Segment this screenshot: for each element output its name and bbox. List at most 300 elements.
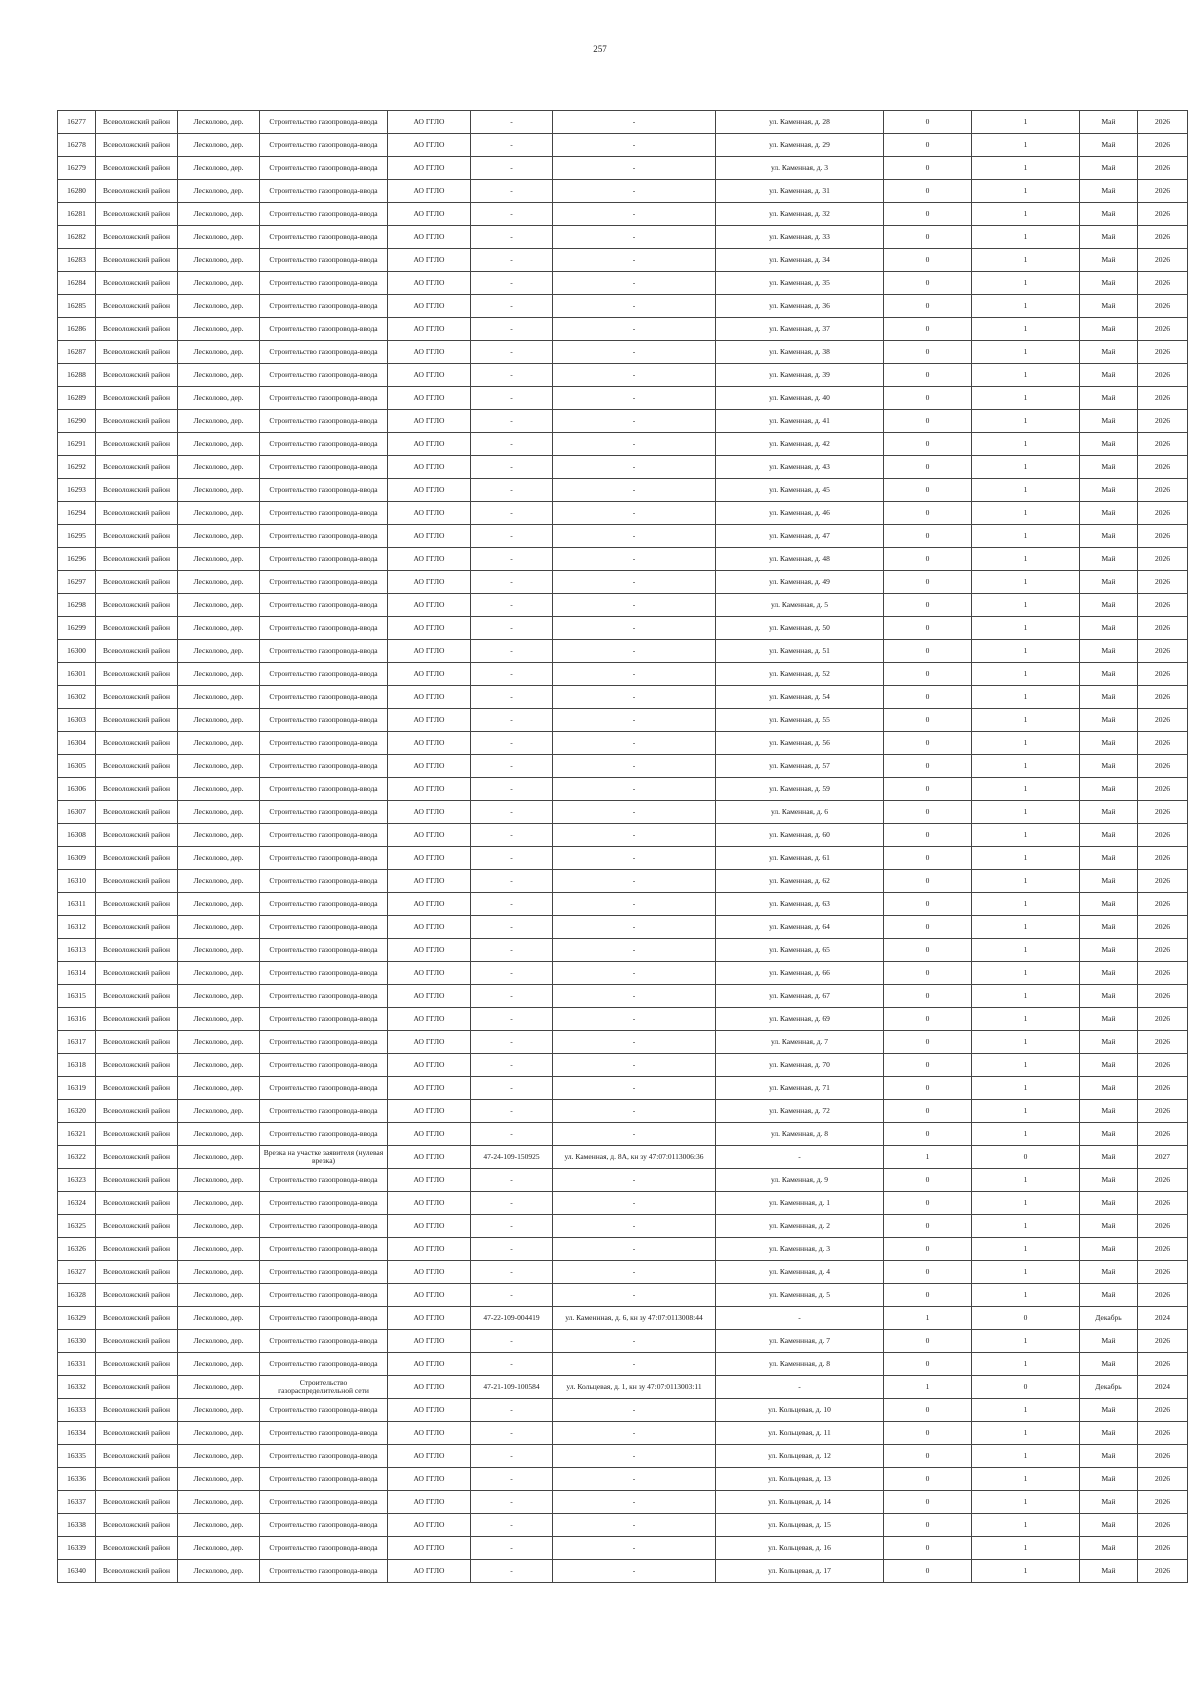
cell-row-number: 16311 — [58, 893, 96, 916]
cell-district: Всеволожский район — [96, 1514, 178, 1537]
cell-address: ул. Каменная, д. 37 — [716, 318, 884, 341]
cell-address: ул. Каменная, д. 49 — [716, 571, 884, 594]
cell-applicant-address: - — [553, 525, 716, 548]
cell-applicant-address: - — [553, 594, 716, 617]
cell-application-number: - — [471, 272, 553, 295]
cell-row-number: 16333 — [58, 1399, 96, 1422]
cell-applicant-address: - — [553, 1491, 716, 1514]
cell-application-number: - — [471, 295, 553, 318]
cell-application-number: - — [471, 1514, 553, 1537]
cell-address: ул. Каменная, д. 38 — [716, 341, 884, 364]
cell-month: Май — [1080, 824, 1138, 847]
table-row — [58, 640, 1188, 663]
cell-application-number: - — [471, 111, 553, 134]
cell-row-number: 16314 — [58, 962, 96, 985]
table-row — [58, 1514, 1188, 1537]
table-row — [58, 594, 1188, 617]
cell-settlement: Лесколово, дер. — [178, 1422, 260, 1445]
cell-value-b: 1 — [972, 617, 1080, 640]
cell-row-number: 16294 — [58, 502, 96, 525]
cell-application-number: - — [471, 1468, 553, 1491]
cell-address: ул. Каменная, д. 34 — [716, 249, 884, 272]
cell-address: ул. Каменнная, д. 5 — [716, 1284, 884, 1307]
cell-address: ул. Каменная, д. 42 — [716, 433, 884, 456]
cell-row-number: 16282 — [58, 226, 96, 249]
cell-month: Май — [1080, 801, 1138, 824]
cell-applicant-address: - — [553, 824, 716, 847]
cell-address: ул. Каменная, д. 57 — [716, 755, 884, 778]
table-row — [58, 1537, 1188, 1560]
cell-organization: АО ГГЛО — [388, 1376, 471, 1399]
cell-value-b: 1 — [972, 548, 1080, 571]
cell-application-number: - — [471, 709, 553, 732]
cell-value-a: 0 — [884, 870, 972, 893]
cell-year: 2026 — [1138, 870, 1188, 893]
cell-application-number: - — [471, 1330, 553, 1353]
cell-application-number: - — [471, 640, 553, 663]
cell-row-number: 16324 — [58, 1192, 96, 1215]
cell-organization: АО ГГЛО — [388, 1261, 471, 1284]
cell-month: Май — [1080, 571, 1138, 594]
table-row — [58, 1261, 1188, 1284]
cell-application-number: 47-21-109-100584 — [471, 1376, 553, 1399]
cell-work-type: Строительство газопровода-ввода — [260, 755, 388, 778]
cell-month: Май — [1080, 663, 1138, 686]
cell-month: Май — [1080, 1192, 1138, 1215]
cell-value-b: 1 — [972, 732, 1080, 755]
cell-work-type: Строительство газопровода-ввода — [260, 732, 388, 755]
cell-month: Май — [1080, 1031, 1138, 1054]
cell-settlement: Лесколово, дер. — [178, 1146, 260, 1169]
cell-application-number: - — [471, 157, 553, 180]
cell-value-b: 1 — [972, 939, 1080, 962]
cell-district: Всеволожский район — [96, 755, 178, 778]
table-row — [58, 387, 1188, 410]
cell-settlement: Лесколово, дер. — [178, 1468, 260, 1491]
cell-address: ул. Каменная, д. 31 — [716, 180, 884, 203]
cell-month: Май — [1080, 548, 1138, 571]
cell-month: Май — [1080, 1123, 1138, 1146]
cell-application-number: - — [471, 341, 553, 364]
table-row — [58, 686, 1188, 709]
cell-value-b: 1 — [972, 1169, 1080, 1192]
cell-address: - — [716, 1376, 884, 1399]
cell-work-type: Строительство газопровода-ввода — [260, 893, 388, 916]
cell-district: Всеволожский район — [96, 594, 178, 617]
cell-work-type: Строительство газопровода-ввода — [260, 433, 388, 456]
cell-organization: АО ГГЛО — [388, 1238, 471, 1261]
cell-applicant-address: - — [553, 479, 716, 502]
table-row — [58, 985, 1188, 1008]
cell-settlement: Лесколово, дер. — [178, 157, 260, 180]
cell-organization: АО ГГЛО — [388, 1077, 471, 1100]
cell-value-b: 1 — [972, 1284, 1080, 1307]
cell-row-number: 16329 — [58, 1307, 96, 1330]
cell-organization: АО ГГЛО — [388, 686, 471, 709]
cell-address: ул. Кольцевая, д. 14 — [716, 1491, 884, 1514]
cell-work-type: Строительство газопровода-ввода — [260, 134, 388, 157]
cell-month: Май — [1080, 1491, 1138, 1514]
table-row — [58, 1123, 1188, 1146]
cell-application-number: - — [471, 1284, 553, 1307]
cell-settlement: Лесколово, дер. — [178, 1284, 260, 1307]
cell-month: Май — [1080, 1054, 1138, 1077]
cell-year: 2026 — [1138, 1123, 1188, 1146]
cell-settlement: Лесколово, дер. — [178, 1491, 260, 1514]
cell-settlement: Лесколово, дер. — [178, 1031, 260, 1054]
table-row — [58, 364, 1188, 387]
cell-year: 2026 — [1138, 732, 1188, 755]
cell-application-number: - — [471, 410, 553, 433]
cell-value-b: 1 — [972, 295, 1080, 318]
cell-organization: АО ГГЛО — [388, 1031, 471, 1054]
cell-work-type: Строительство газопровода-ввода — [260, 617, 388, 640]
cell-application-number: - — [471, 870, 553, 893]
cell-applicant-address: - — [553, 1284, 716, 1307]
cell-district: Всеволожский район — [96, 1100, 178, 1123]
cell-year: 2026 — [1138, 778, 1188, 801]
cell-district: Всеволожский район — [96, 272, 178, 295]
table-row — [58, 663, 1188, 686]
cell-value-a: 0 — [884, 1353, 972, 1376]
cell-month: Май — [1080, 410, 1138, 433]
cell-row-number: 16339 — [58, 1537, 96, 1560]
cell-month: Май — [1080, 111, 1138, 134]
cell-row-number: 16330 — [58, 1330, 96, 1353]
cell-address: ул. Кольцевая, д. 16 — [716, 1537, 884, 1560]
cell-year: 2026 — [1138, 203, 1188, 226]
cell-organization: АО ГГЛО — [388, 226, 471, 249]
cell-organization: АО ГГЛО — [388, 962, 471, 985]
table-body — [58, 111, 1188, 1583]
cell-address: ул. Кольцевая, д. 13 — [716, 1468, 884, 1491]
cell-application-number: - — [471, 1560, 553, 1583]
cell-settlement: Лесколово, дер. — [178, 180, 260, 203]
cell-district: Всеволожский район — [96, 295, 178, 318]
cell-row-number: 16278 — [58, 134, 96, 157]
cell-settlement: Лесколово, дер. — [178, 1008, 260, 1031]
cell-applicant-address: - — [553, 249, 716, 272]
cell-application-number: - — [471, 962, 553, 985]
table-row — [58, 1307, 1188, 1330]
cell-year: 2026 — [1138, 640, 1188, 663]
table-row — [58, 1422, 1188, 1445]
cell-work-type: Строительство газопровода-ввода — [260, 985, 388, 1008]
cell-value-b: 1 — [972, 157, 1080, 180]
cell-district: Всеволожский район — [96, 663, 178, 686]
cell-district: Всеволожский район — [96, 1284, 178, 1307]
cell-settlement: Лесколово, дер. — [178, 870, 260, 893]
cell-applicant-address: - — [553, 571, 716, 594]
cell-month: Май — [1080, 1514, 1138, 1537]
cell-organization: АО ГГЛО — [388, 525, 471, 548]
cell-value-a: 0 — [884, 1468, 972, 1491]
cell-district: Всеволожский район — [96, 1468, 178, 1491]
cell-settlement: Лесколово, дер. — [178, 1100, 260, 1123]
cell-district: Всеволожский район — [96, 1031, 178, 1054]
cell-settlement: Лесколово, дер. — [178, 1560, 260, 1583]
cell-work-type: Строительство газопровода-ввода — [260, 870, 388, 893]
cell-month: Май — [1080, 456, 1138, 479]
cell-row-number: 16277 — [58, 111, 96, 134]
cell-row-number: 16283 — [58, 249, 96, 272]
cell-district: Всеволожский район — [96, 893, 178, 916]
cell-organization: АО ГГЛО — [388, 778, 471, 801]
table-row — [58, 1031, 1188, 1054]
cell-application-number: 47-24-109-150925 — [471, 1146, 553, 1169]
cell-value-a: 0 — [884, 985, 972, 1008]
cell-year: 2026 — [1138, 1491, 1188, 1514]
cell-row-number: 16304 — [58, 732, 96, 755]
cell-year: 2026 — [1138, 1100, 1188, 1123]
cell-district: Всеволожский район — [96, 1123, 178, 1146]
cell-value-a: 0 — [884, 1560, 972, 1583]
cell-value-b: 1 — [972, 663, 1080, 686]
cell-application-number: - — [471, 456, 553, 479]
cell-applicant-address: - — [553, 1008, 716, 1031]
cell-applicant-address: ул. Каменнная, д. 6, кн зу 47:07:0113008:44 — [553, 1307, 716, 1330]
cell-value-a: 0 — [884, 203, 972, 226]
cell-month: Май — [1080, 870, 1138, 893]
cell-month: Май — [1080, 203, 1138, 226]
table-row — [58, 1100, 1188, 1123]
cell-row-number: 16289 — [58, 387, 96, 410]
cell-application-number: - — [471, 1261, 553, 1284]
cell-applicant-address: - — [553, 663, 716, 686]
cell-value-b: 1 — [972, 778, 1080, 801]
cell-application-number: - — [471, 801, 553, 824]
cell-value-a: 0 — [884, 433, 972, 456]
cell-value-b: 1 — [972, 801, 1080, 824]
cell-work-type: Строительство газопровода-ввода — [260, 594, 388, 617]
cell-month: Май — [1080, 1560, 1138, 1583]
cell-month: Май — [1080, 134, 1138, 157]
table-row — [58, 732, 1188, 755]
table-row — [58, 1192, 1188, 1215]
cell-value-a: 0 — [884, 1445, 972, 1468]
cell-organization: АО ГГЛО — [388, 1491, 471, 1514]
cell-application-number: - — [471, 663, 553, 686]
cell-settlement: Лесколово, дер. — [178, 686, 260, 709]
cell-value-b: 1 — [972, 433, 1080, 456]
cell-row-number: 16297 — [58, 571, 96, 594]
cell-value-a: 0 — [884, 479, 972, 502]
cell-organization: АО ГГЛО — [388, 939, 471, 962]
cell-settlement: Лесколово, дер. — [178, 617, 260, 640]
table-row — [58, 111, 1188, 134]
cell-application-number: - — [471, 1353, 553, 1376]
cell-value-b: 1 — [972, 640, 1080, 663]
cell-settlement: Лесколово, дер. — [178, 1238, 260, 1261]
cell-row-number: 16285 — [58, 295, 96, 318]
cell-application-number: - — [471, 1031, 553, 1054]
cell-work-type: Строительство газопровода-ввода — [260, 157, 388, 180]
cell-address: ул. Каменнная, д. 8 — [716, 1353, 884, 1376]
cell-month: Май — [1080, 939, 1138, 962]
cell-organization: АО ГГЛО — [388, 1169, 471, 1192]
cell-work-type: Строительство газопровода-ввода — [260, 318, 388, 341]
cell-district: Всеволожский район — [96, 1560, 178, 1583]
cell-year: 2026 — [1138, 824, 1188, 847]
cell-value-b: 0 — [972, 1376, 1080, 1399]
cell-applicant-address: - — [553, 1100, 716, 1123]
cell-settlement: Лесколово, дер. — [178, 1054, 260, 1077]
cell-district: Всеволожский район — [96, 226, 178, 249]
cell-applicant-address: - — [553, 939, 716, 962]
cell-month: Май — [1080, 318, 1138, 341]
cell-address: ул. Кольцевая, д. 12 — [716, 1445, 884, 1468]
cell-year: 2026 — [1138, 134, 1188, 157]
cell-application-number: - — [471, 364, 553, 387]
cell-value-a: 0 — [884, 1491, 972, 1514]
cell-work-type: Строительство газопровода-ввода — [260, 663, 388, 686]
cell-work-type: Строительство газопровода-ввода — [260, 1514, 388, 1537]
cell-address: ул. Каменная, д. 47 — [716, 525, 884, 548]
cell-work-type: Строительство газопровода-ввода — [260, 479, 388, 502]
cell-work-type: Строительство газопровода-ввода — [260, 1399, 388, 1422]
cell-address: ул. Каменная, д. 43 — [716, 456, 884, 479]
table-row — [58, 318, 1188, 341]
cell-value-a: 0 — [884, 226, 972, 249]
cell-district: Всеволожский район — [96, 548, 178, 571]
cell-district: Всеволожский район — [96, 410, 178, 433]
cell-address: - — [716, 1307, 884, 1330]
cell-value-a: 0 — [884, 1008, 972, 1031]
cell-work-type: Строительство газопровода-ввода — [260, 571, 388, 594]
cell-year: 2026 — [1138, 479, 1188, 502]
cell-value-a: 0 — [884, 755, 972, 778]
cell-organization: АО ГГЛО — [388, 479, 471, 502]
cell-value-b: 1 — [972, 962, 1080, 985]
cell-application-number: - — [471, 180, 553, 203]
cell-month: Май — [1080, 594, 1138, 617]
cell-year: 2026 — [1138, 893, 1188, 916]
cell-applicant-address: - — [553, 1261, 716, 1284]
cell-value-b: 0 — [972, 1146, 1080, 1169]
cell-application-number: - — [471, 1123, 553, 1146]
cell-organization: АО ГГЛО — [388, 502, 471, 525]
cell-value-a: 0 — [884, 1054, 972, 1077]
cell-value-a: 0 — [884, 1330, 972, 1353]
cell-applicant-address: - — [553, 341, 716, 364]
cell-work-type: Строительство газопровода-ввода — [260, 939, 388, 962]
cell-district: Всеволожский район — [96, 1238, 178, 1261]
cell-value-b: 1 — [972, 203, 1080, 226]
cell-address: ул. Каменная, д. 64 — [716, 916, 884, 939]
cell-work-type: Строительство газопровода-ввода — [260, 686, 388, 709]
cell-work-type: Строительство газопровода-ввода — [260, 1169, 388, 1192]
cell-year: 2026 — [1138, 663, 1188, 686]
table-row — [58, 847, 1188, 870]
cell-value-a: 0 — [884, 1284, 972, 1307]
cell-value-b: 1 — [972, 134, 1080, 157]
cell-month: Май — [1080, 709, 1138, 732]
cell-work-type: Строительство газопровода-ввода — [260, 640, 388, 663]
cell-applicant-address: ул. Каменная, д. 8А, кн зу 47:07:0113006:36 — [553, 1146, 716, 1169]
cell-organization: АО ГГЛО — [388, 594, 471, 617]
cell-application-number: - — [471, 1399, 553, 1422]
cell-applicant-address: - — [553, 1192, 716, 1215]
cell-year: 2026 — [1138, 801, 1188, 824]
cell-organization: АО ГГЛО — [388, 1054, 471, 1077]
cell-settlement: Лесколово, дер. — [178, 893, 260, 916]
cell-organization: АО ГГЛО — [388, 571, 471, 594]
cell-address: ул. Каменная, д. 5 — [716, 594, 884, 617]
cell-settlement: Лесколово, дер. — [178, 1445, 260, 1468]
table-row — [58, 962, 1188, 985]
cell-month: Май — [1080, 1100, 1138, 1123]
cell-settlement: Лесколово, дер. — [178, 410, 260, 433]
cell-value-b: 1 — [972, 1491, 1080, 1514]
cell-district: Всеволожский район — [96, 962, 178, 985]
cell-organization: АО ГГЛО — [388, 1192, 471, 1215]
cell-value-b: 1 — [972, 1560, 1080, 1583]
cell-row-number: 16332 — [58, 1376, 96, 1399]
cell-month: Май — [1080, 525, 1138, 548]
cell-work-type: Строительство газопровода-ввода — [260, 1238, 388, 1261]
cell-value-a: 0 — [884, 318, 972, 341]
cell-organization: АО ГГЛО — [388, 824, 471, 847]
cell-value-a: 0 — [884, 548, 972, 571]
cell-application-number: - — [471, 525, 553, 548]
cell-work-type: Строительство газопровода-ввода — [260, 1330, 388, 1353]
cell-year: 2026 — [1138, 341, 1188, 364]
cell-organization: АО ГГЛО — [388, 1560, 471, 1583]
cell-applicant-address: - — [553, 985, 716, 1008]
cell-address: ул. Каменная, д. 71 — [716, 1077, 884, 1100]
cell-value-a: 0 — [884, 249, 972, 272]
cell-address: ул. Каменная, д. 62 — [716, 870, 884, 893]
cell-applicant-address: - — [553, 502, 716, 525]
cell-district: Всеволожский район — [96, 111, 178, 134]
cell-row-number: 16281 — [58, 203, 96, 226]
cell-address: ул. Каменная, д. 72 — [716, 1100, 884, 1123]
cell-address: ул. Каменная, д. 28 — [716, 111, 884, 134]
cell-district: Всеволожский район — [96, 1491, 178, 1514]
table-row — [58, 1284, 1188, 1307]
cell-value-a: 0 — [884, 111, 972, 134]
cell-organization: АО ГГЛО — [388, 1399, 471, 1422]
cell-month: Май — [1080, 157, 1138, 180]
cell-settlement: Лесколово, дер. — [178, 433, 260, 456]
table-row — [58, 226, 1188, 249]
cell-applicant-address: - — [553, 1560, 716, 1583]
cell-work-type: Строительство газопровода-ввода — [260, 824, 388, 847]
cell-value-a: 0 — [884, 1100, 972, 1123]
cell-organization: АО ГГЛО — [388, 709, 471, 732]
table-row — [58, 479, 1188, 502]
cell-application-number: - — [471, 1445, 553, 1468]
table-row — [58, 180, 1188, 203]
cell-row-number: 16328 — [58, 1284, 96, 1307]
cell-organization: АО ГГЛО — [388, 640, 471, 663]
cell-address: ул. Каменная, д. 7 — [716, 1031, 884, 1054]
cell-address: ул. Каменная, д. 54 — [716, 686, 884, 709]
cell-organization: АО ГГЛО — [388, 272, 471, 295]
cell-value-a: 0 — [884, 1123, 972, 1146]
cell-value-b: 1 — [972, 1008, 1080, 1031]
cell-applicant-address: - — [553, 1238, 716, 1261]
table-row — [58, 1238, 1188, 1261]
table-row — [58, 295, 1188, 318]
table-row — [58, 341, 1188, 364]
cell-district: Всеволожский район — [96, 939, 178, 962]
cell-address: ул. Каменная, д. 51 — [716, 640, 884, 663]
cell-year: 2026 — [1138, 1284, 1188, 1307]
cell-year: 2026 — [1138, 1192, 1188, 1215]
cell-application-number: - — [471, 755, 553, 778]
cell-year: 2026 — [1138, 1215, 1188, 1238]
